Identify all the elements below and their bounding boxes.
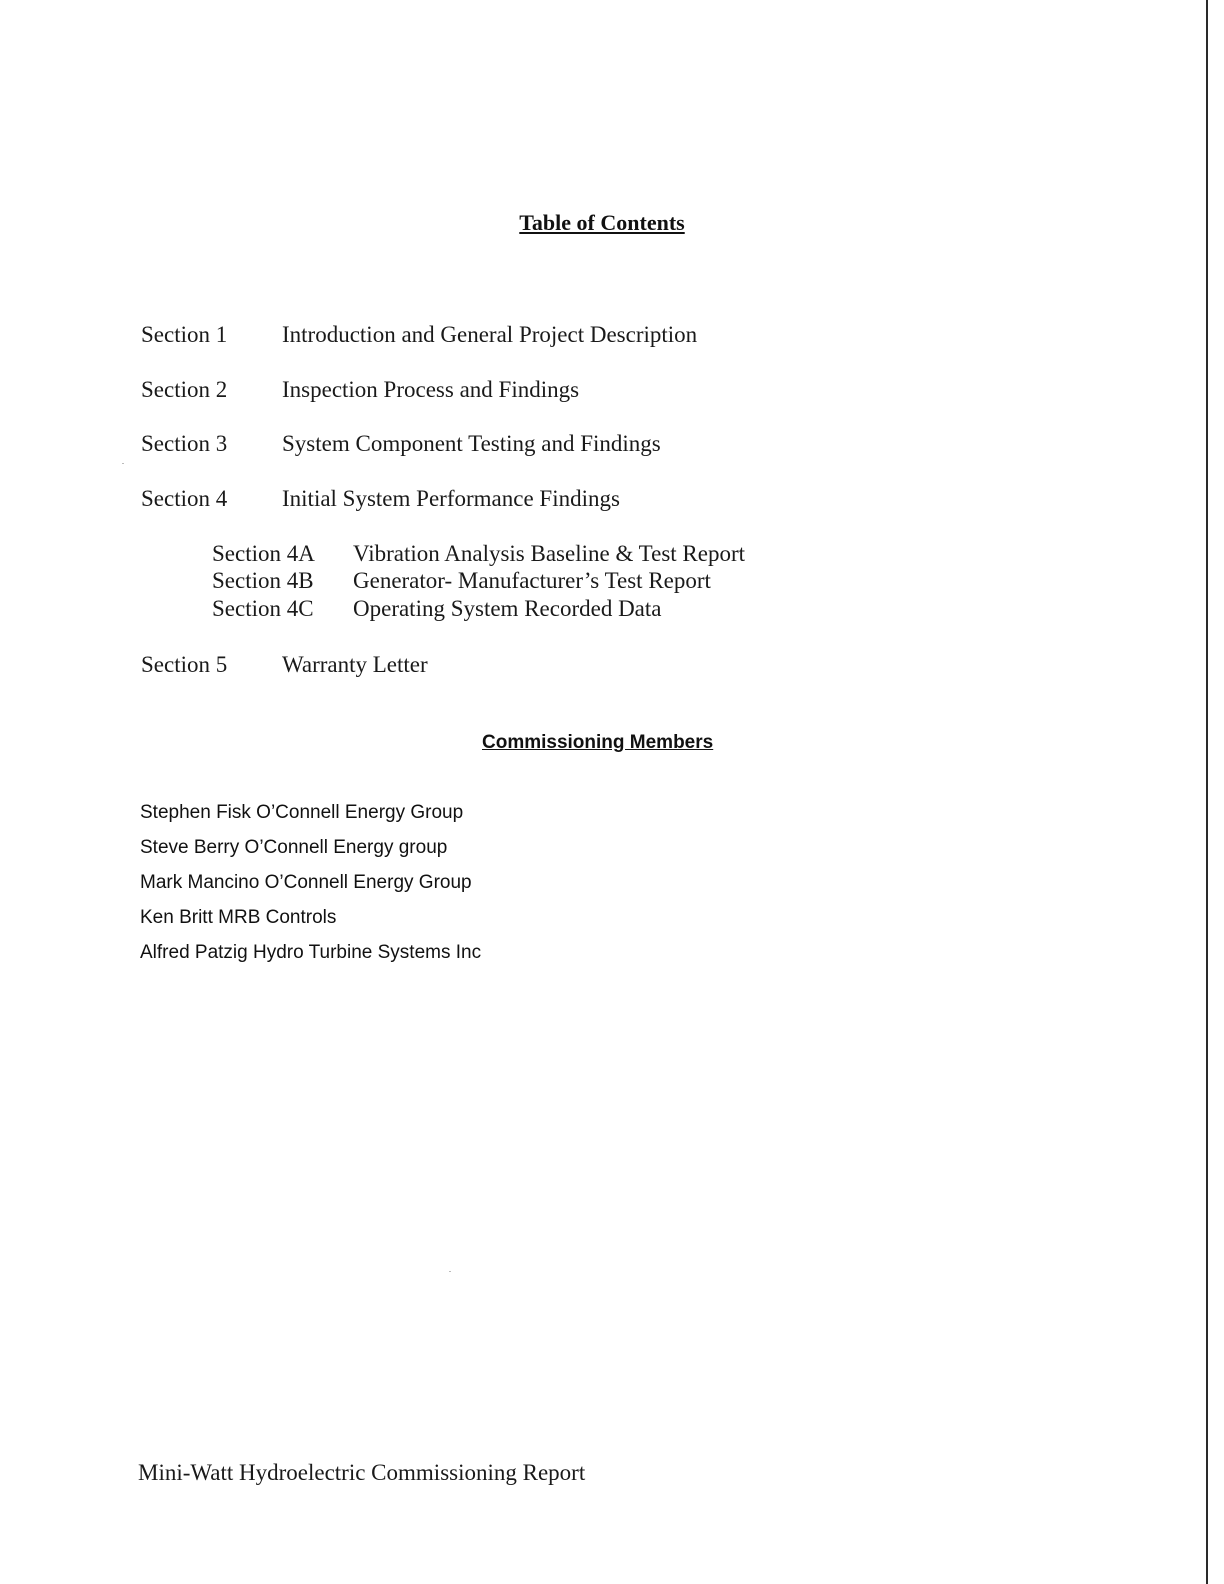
toc-subsection-label: Section 4A (212, 541, 315, 566)
toc-subsection-title: Vibration Analysis Baseline & Test Report (353, 541, 746, 566)
scan-speck (122, 463, 124, 464)
toc-section-title: Introduction and General Project Description (282, 322, 698, 347)
toc-section-label: Section 2 (141, 377, 228, 402)
toc-subsection-title: Generator- Manufacturer’s Test Report (353, 568, 711, 593)
toc-row-section-4 (141, 485, 841, 513)
toc-row-section-4a (212, 540, 912, 568)
toc-row-section-1 (141, 321, 841, 349)
page-edge-line (1206, 0, 1208, 1584)
member-item: Stephen Fisk O’Connell Energy Group (140, 802, 464, 823)
toc-subsection-label: Section 4B (212, 568, 314, 593)
toc-title-text: Table of Contents (519, 210, 685, 235)
scan-speck (449, 1271, 451, 1272)
member-item: Mark Mancino O’Connell Energy Group (140, 872, 472, 893)
toc-section-title: Warranty Letter (282, 652, 428, 677)
member-item: Ken Britt MRB Controls (140, 907, 337, 928)
toc-section-title: System Component Testing and Findings (282, 431, 661, 456)
toc-section-label: Section 1 (141, 322, 228, 347)
toc-subsection-label: Section 4C (212, 596, 314, 621)
toc-title (0, 210, 1204, 236)
toc-section-label: Section 4 (141, 486, 228, 511)
member-item: Steve Berry O’Connell Energy group (140, 837, 448, 858)
members-heading: Commissioning Members (482, 732, 714, 753)
member-item: Alfred Patzig Hydro Turbine Systems Inc (140, 942, 482, 963)
toc-subsection-title: Operating System Recorded Data (353, 596, 662, 621)
toc-row-section-5 (141, 651, 841, 679)
toc-section-title: Initial System Performance Findings (282, 486, 620, 511)
toc-section-title: Inspection Process and Findings (282, 377, 580, 402)
toc-row-section-4b (212, 567, 912, 595)
toc-row-section-3 (141, 430, 841, 458)
toc-section-label: Section 3 (141, 431, 228, 456)
toc-row-section-4c (212, 595, 912, 623)
toc-section-label: Section 5 (141, 652, 228, 677)
footer-report-title: Mini-Watt Hydroelectric Commissioning Report (138, 1460, 586, 1485)
toc-row-section-2 (141, 376, 841, 404)
